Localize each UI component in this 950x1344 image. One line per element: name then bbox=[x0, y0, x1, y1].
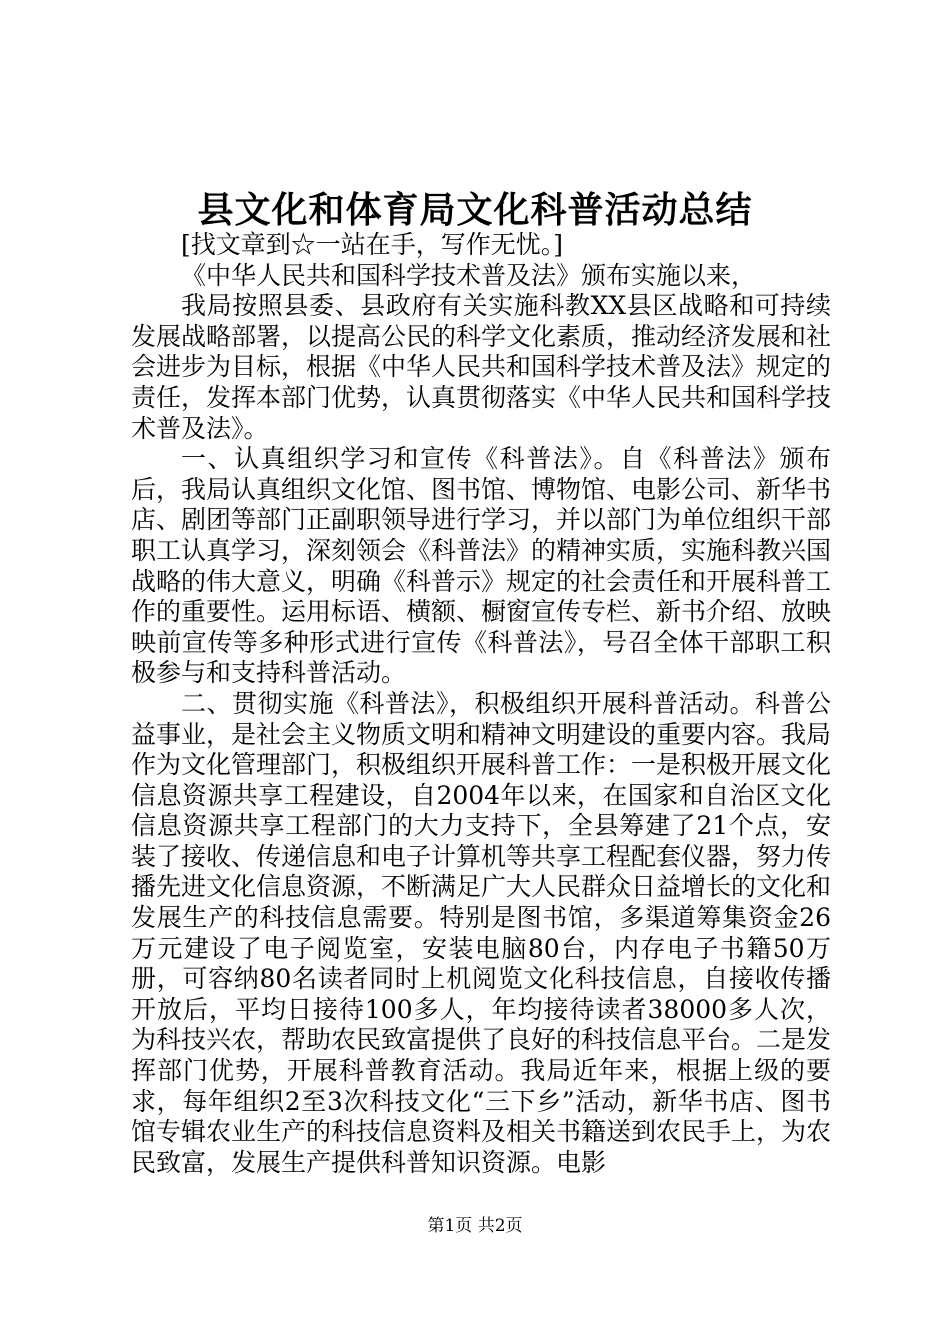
page-number-footer: 第1页 共2页 bbox=[427, 1216, 523, 1236]
paragraph-section-two: 二、贯彻实施《科普法》，积极组织开展科普活动。科普公益事业，是社会主义物质文明和精神文明建设的重要内容。我局作为文化管理部门，积极组织开展科普工作：一是积极开展文化信息资源共享工程建设，自2004年以来，在国家和自治区文化信息资源共享工程部门的大力支持下，全县筹建了21个点，安装了接收、传递信息和电子计算机等共享工程配套仪器，努力传播先进文化信息资源，不断满足广大人民群众日益增长的文化和发展生产的科技信息需要。特别是图书馆，多渠道筹集资金26万元建设了电子阅览室，安装电脑80台，内存电子书籍50万册，可容纳80名读者同时上机阅览文化科技信息，自接收传播开放后，平均日接待100多人，年均接待读者38000多人次，为科技兴农，帮助农民致富提供了良好的科技信息平台。二是发挥部门优势，开展科普教育活动。我局近年来，根据上级的要求，每年组织2至3次科技文化“三下乡”活动，新华书店、图书馆专辑农业生产的科技信息资料及相关书籍送到农民手上，为农民致富，发展生产提供科普知识资源。电影 bbox=[131, 688, 832, 1177]
paragraph-strategy: 我局按照县委、县政府有关实施科教XX县区战略和可持续发展战略部署，以提高公民的科学文化素质，推动经济发展和社会进步为目标，根据《中华人民共和国科学技术普及法》规定的责任，发挥本部门优势，认真贯彻落实《中华人民共和国科学技术普及法》。 bbox=[131, 291, 832, 443]
paragraph-section-one: 一、认真组织学习和宣传《科普法》。自《科普法》颁布后，我局认真组织文化馆、图书馆、博物馆、电影公司、新华书店、剧团等部门正副职领导进行学习，并以部门为单位组织干部职工认真学习，深刻领会《科普法》的精神实质，实施科教兴国战略的伟大意义，明确《科普示》规定的社会责任和开展科普工作的重要性。运用标语、横额、橱窗宣传专栏、新书介绍、放映映前宣传等多种形式进行宣传《科普法》，号召全体干部职工积极参与和支持科普活动。 bbox=[131, 444, 832, 688]
document-title: 县文化和体育局文化科普活动总结 bbox=[197, 189, 753, 231]
document-body bbox=[131, 230, 831, 1178]
paragraph-intro: 《中华人民共和国科学技术普及法》颁布实施以来， bbox=[181, 260, 757, 290]
paragraph-tagline: [找文章到☆一站在手，写作无忧。] bbox=[181, 230, 564, 259]
